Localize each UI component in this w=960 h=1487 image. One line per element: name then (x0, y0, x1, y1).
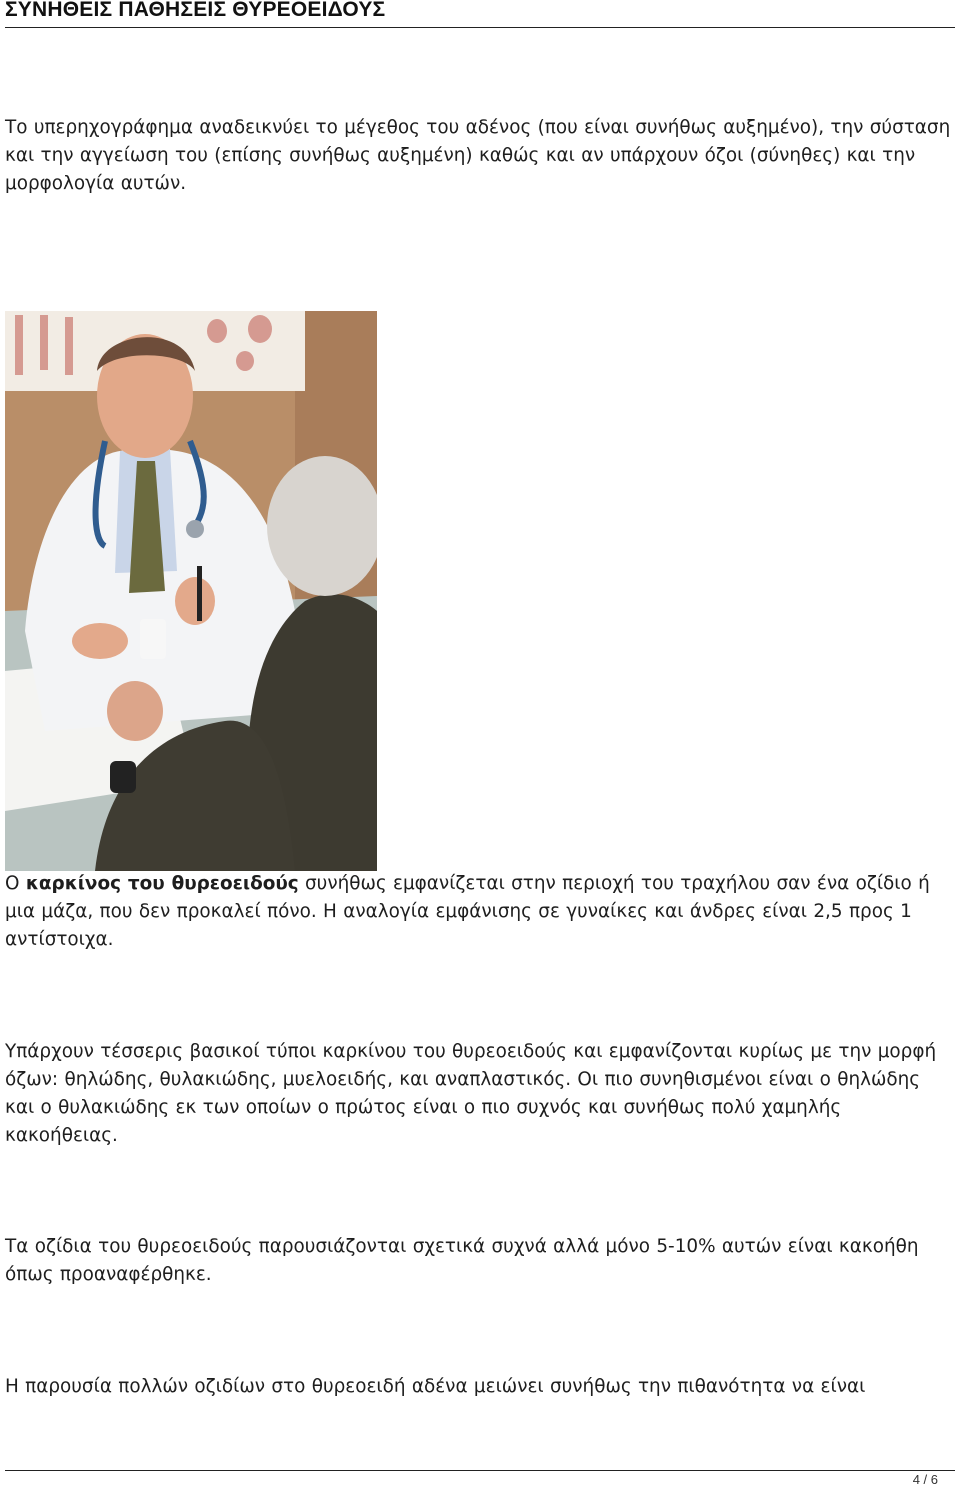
paragraph-thyroid-cancer (5, 870, 955, 954)
footer-divider (5, 1470, 955, 1471)
doctor-patient-photo (5, 311, 377, 871)
paragraph-ultrasound: Το υπερηχογράφημα αναδεικνύει το μέγεθος του αδένος (που είναι συνήθως αυξημένο), την σύσταση και την αγγείωση του (επίσης συνήθως αυξημένη) καθώς και αν υπάρχουν όζοι (σύνηθες) και την μορφολογία αυτών. (5, 117, 951, 194)
p2-text-end: συνήθως εμφανίζεται στην περιοχή του τραχήλου σαν ένα οζίδιο ή μια μάζα, που δεν προκαλεί πόνο. Η αναλογία εμφάνισης σε γυναίκες και άνδρες είναι 2,5 προς 1 αντίστοιχα. (5, 873, 930, 950)
header-divider (5, 27, 955, 28)
page-number: 4 / 6 (912, 1472, 938, 1487)
p2-bold-term: καρκίνος του θυρεοειδούς (25, 873, 299, 894)
paragraph-nodules: Τα οζίδια του θυρεοειδούς παρουσιάζονται σχετικά συχνά αλλά μόνο 5-10% αυτών είναι κακοήθη όπως προαναφέρθηκε. (5, 1236, 919, 1285)
p2-text-start: Ο (5, 873, 26, 894)
paragraph-cancer-types: Υπάρχουν τέσσερις βασικοί τύποι καρκίνου του θυρεοειδούς και εμφανίζονται κυρίως με την μορφή όζων: θηλώδης, θυλακιώδης, μυελοειδής, και αναπλαστικός. Οι πιο συνηθισμένοι είναι ο θηλώδης και ο θυλακιώδης εκ των οποίων ο πρώτος είναι ο πιο συχνός και συνήθως πολύ χαμηλής κακοήθειας. (5, 1041, 937, 1146)
page-title: ΣΥΝΗΘΕΙΣ ΠΑΘΗΣΕΙΣ ΘΥΡΕΟΕΙΔΟΥΣ (5, 0, 386, 21)
paragraph-multiple-nodules: Η παρουσία πολλών οζιδίων στο θυρεοειδή αδένα μειώνει συνήθως την πιθανότητα να είναι (5, 1376, 866, 1397)
